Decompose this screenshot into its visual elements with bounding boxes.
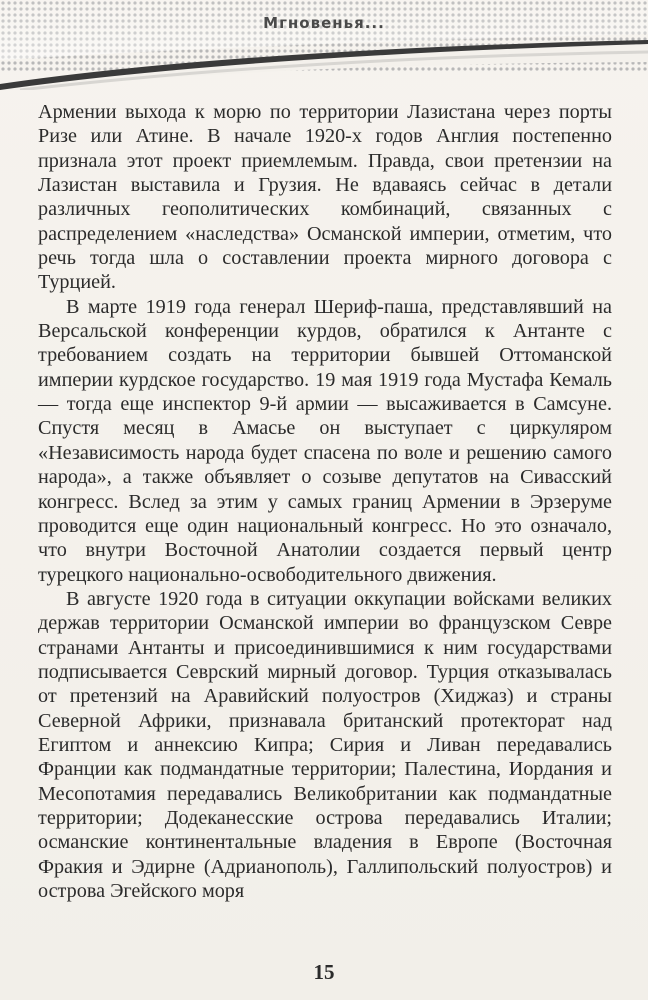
paragraph-2: В марте 1919 года генерал Шериф-паша, представлявший на Версальской конференции курдов, обратился к Антанте с требованием создать на территории бывшей Оттоманской империи курдское государство. 19 мая 1919 года Мустафа Кемаль — тогда еще инспектор 9-й армии — высаживается в Самсуне. Спустя месяц в Амасье он выступает с циркуляром «Независимость народа будет спасена по воле и решению самого народа», а также объявляет о созыве депутатов на Сивасский конгресс. Вслед за этим у самых границ Армении в Эрзеруме проводится еще один национальный конгресс. Но это означало, что внутри Восточной Анатолии создается первый центр турецкого национально-освободительного движения.: [38, 295, 612, 586]
page-number: 15: [313, 960, 335, 984]
body-text: [38, 100, 612, 903]
paragraph-1: Армении выхода к морю по территории Лазистана через порты Ризе или Атине. В начале 1920-х годов Англия постепенно признала этот проект приемлемым. Правда, свои претензии на Лазистан выставила и Грузия. Не вдаваясь сейчас в детали различных геополитических комбинаций, связанных с распределением «наследства» Османской империи, отметим, что речь тогда шла о составлении проекта мирного договора с Турцией.: [38, 101, 612, 294]
page-header-decoration: [0, 0, 648, 90]
running-head-title: Мгновенья...: [263, 14, 385, 32]
paragraph-3: В августе 1920 года в ситуации оккупации войсками великих держав территории Османской империи во французском Севре странами Антанты и присоединившимися к ним государствами подписывается Севрский мирный договор. Турция отказывалась от претензий на Аравийский полуостров (Хиджаз) и страны Северной Африки, признавала британский протекторат над Египтом и аннексию Кипра; Сирия и Ливан передавались Франции как подмандатные территории; Палестина, Иордания и Месопотамия передавались Великобритании как подмандатные территории; Додеканесские острова передавались Италии; османские континентальные владения в Европе (Восточная Фракия и Эдирне (Адрианополь), Галлипольский полуостров) и острова Эгейского моря: [38, 587, 612, 902]
